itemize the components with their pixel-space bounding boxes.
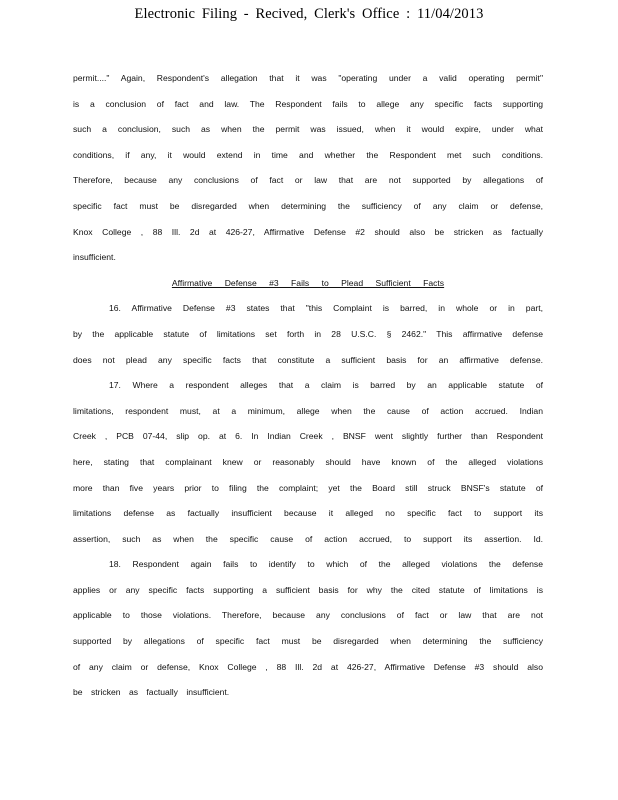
body-line: is a conclusion of fact and law. The Respondent fails to allege any specific facts supporting <box>73 98 543 109</box>
body-line: does not plead any specific facts that constitute a sufficient basis for an affirmative defense. <box>73 354 543 365</box>
body-line: here, stating that complainant knew or reasonably should have known of the alleged violations <box>73 456 543 467</box>
body-line: limitations defense as factually insufficient because it alleged no specific fact to support its <box>73 508 543 519</box>
section-heading <box>73 275 543 301</box>
body-line: insufficient. <box>73 252 116 263</box>
section-heading-text: Affirmative Defense #3 Fails to Plead Sufficient Facts <box>171 277 445 288</box>
filing-header: Electronic Filing - Recived, Clerk's Office : 11/04/2013 <box>134 6 484 22</box>
body-line: supported by allegations of specific fact must be disregarded when determining the sufficiency <box>73 636 543 647</box>
body-line: permit...." Again, Respondent's allegation that it was "operating under a valid operating permit" <box>73 73 543 83</box>
body-line: Knox College , 88 Ill. 2d at 426-27, Affirmative Defense #2 should also be stricken as factually <box>73 226 543 237</box>
body-line: by the applicable statute of limitations set forth in 28 U.S.C. § 2462." This affirmative defense <box>73 328 543 339</box>
body-line: applicable to those violations. Therefore, because any conclusions of fact or law that are not <box>73 610 543 621</box>
paragraph-18-line: 18. Respondent again fails to identify to which of the alleged violations the defense <box>109 559 543 570</box>
body-line: conditions, if any, it would extend in time and whether the Respondent met such conditions. <box>73 149 543 160</box>
body-line: Creek , PCB 07-44, slip op. at 6. In Indian Creek , BNSF went slightly further than Respondent <box>73 431 543 442</box>
body-line: such a conclusion, such as when the permit was issued, when it would expire, under what <box>73 124 543 135</box>
body-line: of any claim or defense, Knox College , 88 Ill. 2d at 426-27, Affirmative Defense #3 should also <box>73 661 543 672</box>
document-body <box>73 70 543 710</box>
body-line: limitations, respondent must, at a minimum, allege when the cause of action accrued. Indian <box>73 405 543 416</box>
paragraph-16-line: 16. Affirmative Defense #3 states that "this Complaint is barred, in whole or in part, <box>109 303 543 314</box>
body-line: Therefore, because any conclusions of fact or law that are not supported by allegations of <box>73 175 543 186</box>
body-line: applies or any specific facts supporting a sufficient basis for why the cited statute of limitations is <box>73 584 543 595</box>
body-line: assertion, such as when the specific cause of action accrued, to support its assertion. Id. <box>73 533 543 544</box>
body-line: more than five years prior to filing the complaint; yet the Board still struck BNSF's statute of <box>73 482 543 493</box>
body-line: be stricken as factually insufficient. <box>73 687 230 698</box>
body-line: specific fact must be disregarded when determining the sufficiency of any claim or defense, <box>73 200 543 211</box>
paragraph-17-line: 17. Where a respondent alleges that a claim is barred by an applicable statute of <box>109 380 543 391</box>
